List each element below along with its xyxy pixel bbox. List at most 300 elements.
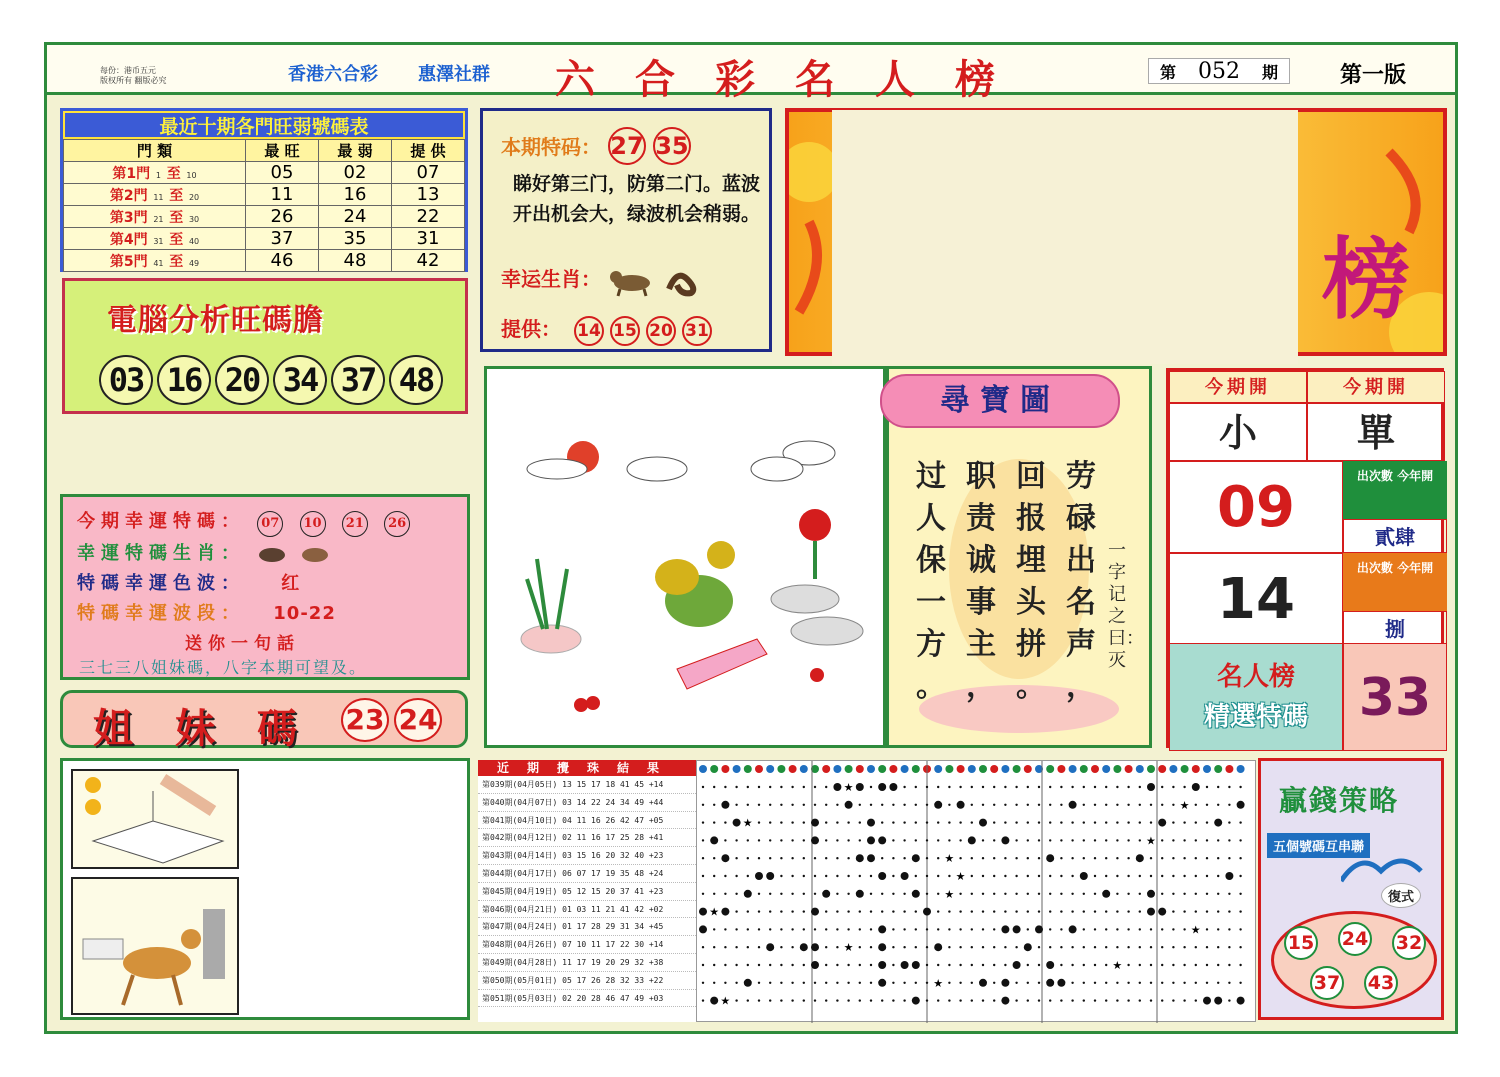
grid-dot — [948, 786, 950, 788]
issue-suffix: 期 — [1261, 62, 1278, 82]
grid-dot — [836, 928, 838, 930]
grid-dot — [1060, 928, 1062, 930]
grid-dot — [702, 875, 704, 877]
issue-number: 052 — [1197, 58, 1240, 84]
poem-char: 出 — [1066, 543, 1096, 578]
grid-dot — [1206, 804, 1208, 806]
grid-dot — [1049, 804, 1051, 806]
saying-text: 三七三八姐妹碼，八字本期可望及。 — [79, 658, 368, 677]
grid-dot — [1027, 893, 1029, 895]
color-ball-header — [957, 765, 965, 773]
poem-char: 主 — [966, 627, 996, 662]
grid-dot — [982, 928, 984, 930]
grid-dot — [903, 928, 905, 930]
grid-dot — [959, 857, 961, 859]
grid-dot — [870, 910, 872, 912]
count-tag-value-2: 捌 — [1343, 611, 1447, 645]
grid-dot — [1094, 999, 1096, 1001]
grid-dot — [1038, 946, 1040, 948]
grid-dot — [1127, 839, 1129, 841]
grid-dot — [1105, 786, 1107, 788]
grid-dot — [769, 821, 771, 823]
grid-dot — [1217, 946, 1219, 948]
issue-prefix: 第 — [1159, 62, 1176, 82]
color-ball-header — [789, 765, 797, 773]
color-ball-header — [1192, 765, 1200, 773]
grid-dot — [735, 982, 737, 984]
grid-dot — [780, 893, 782, 895]
grid-dot — [769, 982, 771, 984]
draw-row: 第044期(04月17日) 06 07 17 19 35 48 +24 — [478, 865, 696, 883]
grid-dot — [758, 893, 760, 895]
banner-blank-area — [832, 110, 1298, 364]
grid-dot — [1027, 821, 1029, 823]
sister-ball: 24 — [394, 698, 442, 742]
hot-cell: 37 — [245, 228, 318, 250]
grid-dot — [1217, 857, 1219, 859]
hit-dot — [710, 997, 718, 1005]
grid-dot — [1161, 804, 1163, 806]
table-row — [64, 228, 465, 250]
grid-dot — [870, 875, 872, 877]
header-note — [100, 66, 167, 86]
grid-dot — [1049, 999, 1051, 1001]
grid-dot — [1206, 982, 1208, 984]
grid-dot — [791, 982, 793, 984]
grid-dot — [1071, 857, 1073, 859]
hot-cell: 11 — [245, 184, 318, 206]
color-ball-header — [1136, 765, 1144, 773]
grid-dot — [982, 857, 984, 859]
hit-dot — [833, 783, 841, 791]
poem-column — [1062, 456, 1100, 708]
grid-dot — [791, 821, 793, 823]
grid-dot — [1183, 839, 1185, 841]
grid-dot — [903, 910, 905, 912]
grid-dot — [937, 839, 939, 841]
special-star: ★ — [1112, 959, 1123, 972]
grid-dot — [1206, 928, 1208, 930]
color-ball-header — [1237, 765, 1245, 773]
grid-dot — [825, 839, 827, 841]
color-ball-header — [945, 765, 953, 773]
grid-dot — [926, 804, 928, 806]
grid-dot — [1004, 964, 1006, 966]
grid-dot — [724, 928, 726, 930]
grid-dot — [758, 982, 760, 984]
poem-column — [1012, 456, 1050, 708]
snake-icon — [663, 265, 703, 297]
table-title: 最近十期各門旺弱號碼表 — [63, 111, 465, 139]
color-ball-header — [744, 765, 752, 773]
grid-dot — [1217, 928, 1219, 930]
grid-dot — [1083, 893, 1085, 895]
grid-dot — [1049, 821, 1051, 823]
grid-dot — [892, 821, 894, 823]
brand-community: 惠澤社群 — [418, 64, 490, 85]
computer-ball: 34 — [273, 355, 327, 405]
grid-dot — [825, 910, 827, 912]
grid-dot — [724, 875, 726, 877]
grid-dot — [859, 999, 861, 1001]
grid-dot — [735, 928, 737, 930]
book-picture — [71, 769, 239, 869]
grid-dot — [1071, 893, 1073, 895]
grid-dot — [803, 893, 805, 895]
special-star: ★ — [933, 976, 944, 990]
grid-dot — [769, 786, 771, 788]
grid-dot — [1195, 999, 1197, 1001]
computer-ball: 48 — [389, 355, 443, 405]
grid-dot — [1150, 875, 1152, 877]
grid-dot — [747, 964, 749, 966]
grid-dot — [836, 875, 838, 877]
grid-dot — [769, 804, 771, 806]
grid-dot — [1105, 875, 1107, 877]
lucky-zodiac-label: 幸运生肖： — [501, 263, 703, 297]
grid-dot — [1038, 804, 1040, 806]
hit-dot — [889, 783, 897, 791]
grid-dot — [1038, 839, 1040, 841]
grid-dot — [1217, 839, 1219, 841]
grid-dot — [1183, 875, 1185, 877]
grid-dot — [982, 786, 984, 788]
grid-dot — [836, 821, 838, 823]
grid-dot — [836, 804, 838, 806]
color-ball-header — [1125, 765, 1133, 773]
door-cell: 第4門 31 至 40 — [64, 228, 246, 250]
color-ball-header — [800, 765, 808, 773]
hit-dot — [1214, 819, 1222, 827]
grid-dot — [1239, 839, 1241, 841]
grid-dot — [915, 839, 917, 841]
grid-dot — [1071, 786, 1073, 788]
grid-dot — [915, 946, 917, 948]
grid-dot — [1150, 982, 1152, 984]
grid-dot — [892, 839, 894, 841]
grid-dot — [1139, 893, 1141, 895]
hit-dot — [1001, 997, 1009, 1005]
grid-dot — [1195, 964, 1197, 966]
poem-column — [912, 456, 950, 708]
grid-dot — [847, 928, 849, 930]
grid-dot — [825, 982, 827, 984]
count-tag-2: 出次數 今年開 — [1343, 553, 1447, 611]
special-ball: 27 — [608, 127, 646, 165]
grid-dot — [1217, 804, 1219, 806]
grid-dot — [903, 839, 905, 841]
grid-dot — [1150, 964, 1152, 966]
sister-ball: 23 — [341, 698, 389, 742]
poem-char: 保 — [916, 543, 946, 578]
grid-dot — [836, 910, 838, 912]
grid-dot — [814, 857, 816, 859]
grid-dot — [982, 804, 984, 806]
grid-dot — [758, 964, 760, 966]
grid-dot — [993, 893, 995, 895]
grid-dot — [847, 999, 849, 1001]
grid-dot — [1105, 999, 1107, 1001]
grid-dot — [702, 946, 704, 948]
strategy-ball: 15 — [1284, 926, 1318, 960]
offer-cell: 31 — [391, 228, 464, 250]
grid-dot — [870, 999, 872, 1001]
hit-dot — [912, 890, 920, 898]
grid-dot — [803, 857, 805, 859]
hit-dot — [1046, 979, 1054, 987]
door-cell: 第3門 21 至 30 — [64, 206, 246, 228]
grid-dot — [825, 821, 827, 823]
grid-dot — [825, 999, 827, 1001]
hit-dot — [878, 961, 886, 969]
grid-dot — [758, 999, 760, 1001]
grid-dot — [814, 875, 816, 877]
grid-dot — [1161, 857, 1163, 859]
grid-dot — [971, 893, 973, 895]
grid-dot — [1105, 839, 1107, 841]
grid-dot — [971, 875, 973, 877]
poem-char: 劳 — [1066, 459, 1096, 494]
draw-dot-grid — [696, 760, 1256, 1022]
grid-dot — [836, 964, 838, 966]
grid-dot — [892, 946, 894, 948]
grid-dot — [1105, 804, 1107, 806]
grid-dot — [1139, 839, 1141, 841]
grid-dot — [1004, 946, 1006, 948]
grid-dot — [1060, 999, 1062, 1001]
hit-dot — [800, 943, 808, 951]
grid-dot — [881, 999, 883, 1001]
grid-dot — [937, 875, 939, 877]
grid-dot — [1116, 786, 1118, 788]
cold-cell: 48 — [318, 250, 391, 272]
grid-dot — [1161, 786, 1163, 788]
grid-dot — [803, 804, 805, 806]
grid-dot — [1105, 821, 1107, 823]
grid-dot — [836, 982, 838, 984]
grid-dot — [769, 928, 771, 930]
poem-char: ， — [966, 669, 996, 704]
grid-dot — [881, 821, 883, 823]
grid-dot — [1004, 786, 1006, 788]
grid-dot — [1161, 875, 1163, 877]
grid-dot — [1105, 982, 1107, 984]
grid-dot — [1116, 999, 1118, 1001]
hit-dot — [878, 925, 886, 933]
grid-dot — [937, 928, 939, 930]
grid-dot — [971, 821, 973, 823]
poem-char: 人 — [916, 501, 946, 536]
grid-dot — [1150, 999, 1152, 1001]
grid-dot — [1027, 786, 1029, 788]
grid-dot — [814, 999, 816, 1001]
compound-label: 復式 — [1381, 883, 1421, 908]
hit-dot — [811, 819, 819, 827]
grid-dot — [948, 804, 950, 806]
grid-dot — [758, 804, 760, 806]
grid-dot — [915, 821, 917, 823]
grid-dot — [993, 875, 995, 877]
grid-dot — [747, 839, 749, 841]
color-ball-header — [1080, 765, 1088, 773]
color-ball-header — [1225, 765, 1233, 773]
celebrity-pick-box — [1169, 643, 1343, 751]
poem-char: 责 — [966, 501, 996, 536]
grid-dot — [1183, 964, 1185, 966]
strategy-ball: 24 — [1338, 922, 1372, 956]
hit-dot — [968, 836, 976, 844]
grid-dot — [903, 982, 905, 984]
saying-title: 送你一句話 — [185, 634, 300, 654]
hit-dot — [1013, 961, 1021, 969]
grid-dot — [959, 928, 961, 930]
hit-dot — [856, 783, 864, 791]
grid-dot — [937, 910, 939, 912]
hit-dot — [957, 801, 965, 809]
computer-ball: 03 — [99, 355, 153, 405]
grid-dot — [870, 982, 872, 984]
hit-dot — [878, 836, 886, 844]
grid-dot — [1239, 982, 1241, 984]
grid-dot — [1083, 964, 1085, 966]
grid-dot — [814, 928, 816, 930]
grid-dot — [1004, 875, 1006, 877]
grid-dot — [847, 893, 849, 895]
special-label: 本期特码： — [501, 135, 601, 159]
color-ball-header — [1091, 765, 1099, 773]
grid-dot — [713, 982, 715, 984]
grid-dot — [937, 786, 939, 788]
copyright-note: 版权所有 翻版必究 — [100, 76, 167, 85]
poem-char: 诚 — [966, 543, 996, 578]
grid-dot — [1094, 821, 1096, 823]
grid-dot — [1015, 875, 1017, 877]
grid-dot — [713, 946, 715, 948]
special-star: ★ — [1179, 798, 1190, 812]
hit-dot — [979, 979, 987, 987]
poem-char: ， — [1066, 669, 1096, 704]
poem-char: 报 — [1016, 501, 1046, 536]
grid-dot — [959, 910, 961, 912]
grid-dot — [1116, 839, 1118, 841]
hot-cell: 26 — [245, 206, 318, 228]
celebrity-title: 名人榜 — [1216, 662, 1295, 692]
grid-dot — [1161, 964, 1163, 966]
color-ball-header — [867, 765, 875, 773]
hit-dot — [867, 836, 875, 844]
grid-dot — [836, 999, 838, 1001]
grid-dot — [1195, 946, 1197, 948]
grid-dot — [735, 857, 737, 859]
grid-dot — [1183, 999, 1185, 1001]
grid-dot — [1127, 821, 1129, 823]
grid-dot — [803, 982, 805, 984]
grid-dot — [1060, 964, 1062, 966]
grid-dot — [1139, 999, 1141, 1001]
grid-dot — [982, 946, 984, 948]
grid-dot — [747, 804, 749, 806]
hit-dot — [856, 854, 864, 862]
grid-dot — [1094, 910, 1096, 912]
grid-dot — [892, 893, 894, 895]
grid-dot — [747, 928, 749, 930]
grid-dot — [1094, 893, 1096, 895]
grid-dot — [1183, 946, 1185, 948]
grid-dot — [803, 875, 805, 877]
grid-dot — [702, 964, 704, 966]
col-header: 最 旺 — [245, 140, 318, 162]
hit-dot — [1158, 819, 1166, 827]
hit-dot — [1069, 801, 1077, 809]
grid-dot — [1038, 964, 1040, 966]
grid-dot — [1094, 875, 1096, 877]
door-cell: 第1門 1 至 10 — [64, 162, 246, 184]
grid-dot — [948, 928, 950, 930]
grid-dot — [1015, 804, 1017, 806]
color-ball-header — [1057, 765, 1065, 773]
offer-cell: 07 — [391, 162, 464, 184]
hit-dot — [1147, 908, 1155, 916]
grid-dot — [758, 839, 760, 841]
color-ball-header — [912, 765, 920, 773]
hot-cold-table — [60, 108, 468, 272]
odd-even-value: 單 — [1307, 403, 1445, 461]
hit-dot — [1057, 979, 1065, 987]
color-ball-header — [878, 765, 886, 773]
grid-dot — [1127, 982, 1129, 984]
grid-dot — [1083, 982, 1085, 984]
grid-dot — [1027, 857, 1029, 859]
grid-dot — [1217, 910, 1219, 912]
grid-dot — [971, 999, 973, 1001]
grid-dot — [926, 875, 928, 877]
provide-ball: 20 — [646, 316, 676, 346]
grid-dot — [1083, 910, 1085, 912]
grid-dot — [1116, 946, 1118, 948]
grid-dot — [758, 821, 760, 823]
hit-dot — [867, 854, 875, 862]
grid-dot — [948, 964, 950, 966]
hit-dot — [822, 890, 830, 898]
poem-column — [962, 456, 1000, 708]
grid-dot — [780, 875, 782, 877]
grid-dot — [1060, 857, 1062, 859]
grid-dot — [1217, 982, 1219, 984]
cold-cell: 35 — [318, 228, 391, 250]
grid-dot — [791, 928, 793, 930]
grid-dot — [859, 982, 861, 984]
grid-dot — [892, 964, 894, 966]
grid-dot — [847, 821, 849, 823]
grid-dot — [892, 999, 894, 1001]
computer-title: 電腦分析旺碼膽 — [107, 303, 324, 338]
grid-dot — [1139, 910, 1141, 912]
hit-dot — [755, 872, 763, 880]
grid-dot — [758, 946, 760, 948]
grid-dot — [1206, 893, 1208, 895]
grid-dot — [937, 999, 939, 1001]
grid-dot — [702, 839, 704, 841]
grid-dot — [1094, 786, 1096, 788]
grid-dot — [1217, 964, 1219, 966]
special-star: ★ — [944, 852, 955, 866]
count-tag-1: 出次數 今年開 — [1343, 461, 1447, 519]
ten-table-grid — [63, 139, 465, 272]
grid-dot — [1172, 821, 1174, 823]
grid-dot — [1094, 857, 1096, 859]
grid-dot — [825, 857, 827, 859]
grid-dot — [1172, 982, 1174, 984]
